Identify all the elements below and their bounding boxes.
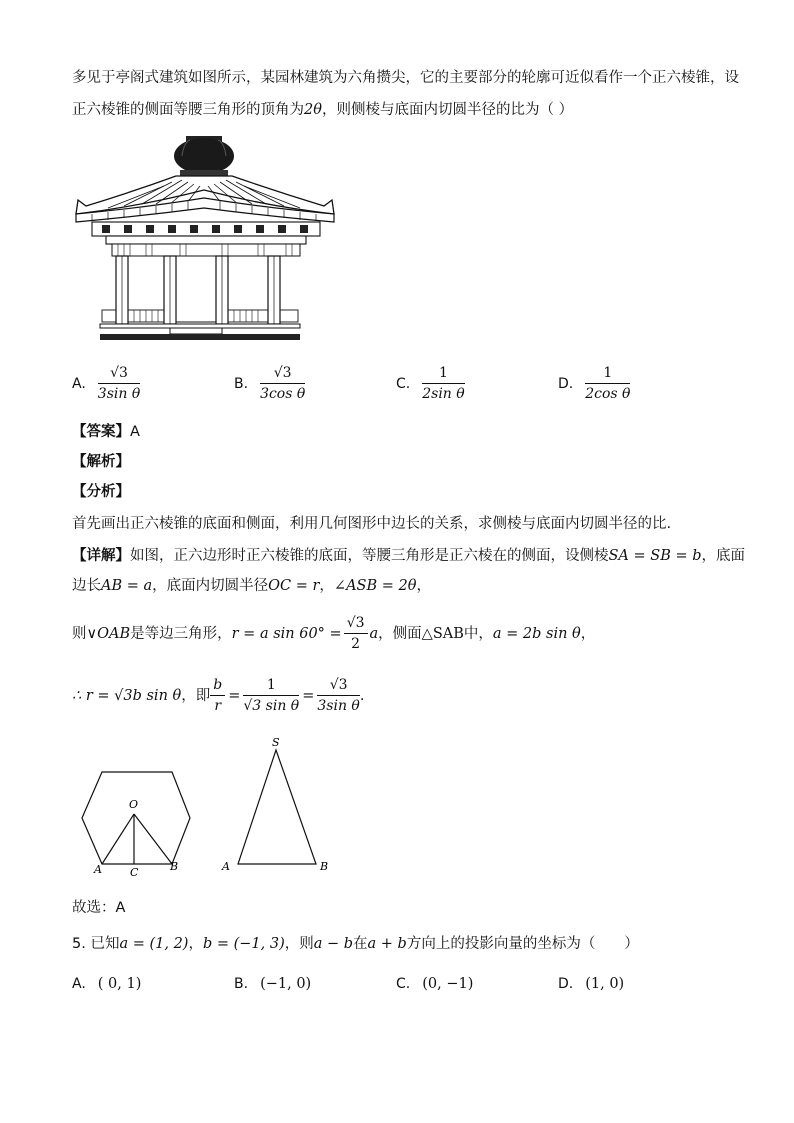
denominator: 3sin θ bbox=[97, 386, 141, 402]
detail-text: 如图，正六边形时正六棱锥的底面，等腰三角形是正六棱在的侧面，设侧棱 bbox=[130, 548, 609, 564]
label-a2: A bbox=[222, 860, 230, 873]
option-label: C. bbox=[396, 375, 411, 392]
option-value: (1, 0) bbox=[585, 976, 625, 992]
segment-ob bbox=[134, 814, 172, 864]
option-value: (0, −1) bbox=[422, 976, 474, 992]
question-text-end: ，则侧棱与底面内切圆半径的比为（ ） bbox=[321, 102, 574, 118]
question-line-2 bbox=[72, 100, 573, 120]
triangle-sab bbox=[238, 750, 316, 864]
option-label: C. bbox=[396, 976, 411, 992]
label-b2: B bbox=[320, 860, 329, 873]
option-d-fraction bbox=[585, 364, 630, 403]
equals-sign: = bbox=[228, 687, 241, 704]
detail-text: ， bbox=[416, 578, 431, 594]
option-label: B. bbox=[234, 375, 249, 392]
option-label: A. bbox=[72, 375, 86, 392]
math-expression: AB = a bbox=[101, 578, 153, 594]
vector-difference: a − b bbox=[313, 936, 354, 952]
answer-line bbox=[72, 422, 140, 442]
numerator: 1 bbox=[422, 364, 464, 384]
q5-option-c[interactable] bbox=[396, 976, 473, 992]
question-line-1: 多见于亭阁式建筑如图所示，某园林建筑为六角攒尖，它的主要部分的轮廓可近似看作一个正六棱锥，设 bbox=[72, 70, 739, 86]
detail-text: ， bbox=[580, 625, 596, 642]
hexagon-figure bbox=[72, 770, 202, 880]
triangle-figure bbox=[220, 734, 336, 874]
label-s: S bbox=[272, 736, 280, 749]
option-a[interactable] bbox=[72, 364, 140, 403]
pavilion-illustration bbox=[72, 134, 342, 342]
numerator: √3 bbox=[317, 676, 359, 696]
question-5 bbox=[72, 934, 639, 954]
detail-line-4 bbox=[72, 676, 364, 715]
option-c-fraction bbox=[422, 364, 464, 403]
numerator: √3 bbox=[344, 614, 368, 634]
denominator: 2sin θ bbox=[422, 386, 465, 402]
label-c: C bbox=[130, 866, 139, 879]
option-a-fraction bbox=[98, 364, 140, 403]
denominator: r bbox=[214, 698, 222, 714]
equals-sign: = bbox=[302, 687, 315, 704]
label-a: A bbox=[94, 863, 102, 876]
math-expression: a bbox=[369, 625, 379, 642]
denominator: 2 bbox=[351, 636, 361, 652]
question-text: 方向上的投影向量的坐标为（ ） bbox=[406, 936, 639, 952]
question-text: 已知 bbox=[90, 936, 120, 952]
angle-expression: 2θ bbox=[304, 102, 322, 118]
detail-text: 边长 bbox=[72, 578, 101, 594]
question-text: ， bbox=[188, 936, 203, 952]
option-label: B. bbox=[234, 976, 249, 992]
answer-tag: 【答案】 bbox=[72, 424, 130, 440]
detail-text: ， bbox=[319, 578, 334, 594]
option-label: D. bbox=[558, 976, 574, 992]
option-c[interactable] bbox=[396, 364, 465, 403]
detail-line-3 bbox=[72, 614, 595, 653]
vector-b: b = (−1, 3) bbox=[202, 936, 285, 952]
option-label: D. bbox=[558, 375, 574, 392]
denominator: √3 sin θ bbox=[243, 698, 300, 714]
question-text: 正六棱锥的侧面等腰三角形的顶角为 bbox=[72, 102, 304, 118]
numerator: 1 bbox=[243, 676, 299, 696]
option-label: A. bbox=[72, 976, 86, 992]
math-expression: ∴ r = √3b sin θ bbox=[72, 687, 182, 704]
vector-a: a = (1, 2) bbox=[119, 936, 189, 952]
option-d[interactable] bbox=[558, 364, 630, 403]
detail-line-2 bbox=[72, 576, 431, 596]
choice-line: 故选：A bbox=[72, 900, 126, 916]
denominator: 2cos θ bbox=[585, 386, 631, 402]
math-expression: ∨OAB bbox=[86, 625, 131, 642]
detail-line-1 bbox=[72, 546, 745, 566]
detail-text: ，底面内切圆半径 bbox=[152, 578, 269, 594]
answer-value: A bbox=[130, 424, 140, 440]
math-expression: a = 2b sin θ bbox=[492, 625, 581, 642]
detail-text: 则 bbox=[72, 625, 87, 642]
q5-option-d[interactable] bbox=[558, 976, 624, 992]
detail-text: ，底面 bbox=[701, 548, 746, 564]
math-expression: △SAB bbox=[421, 625, 464, 642]
option-value: ( 0, 1) bbox=[97, 976, 142, 992]
segment-oa bbox=[102, 814, 134, 864]
numerator: b bbox=[210, 676, 225, 696]
detail-text: 中， bbox=[463, 625, 493, 642]
question-text: 在 bbox=[353, 936, 368, 952]
period: . bbox=[359, 687, 365, 704]
detail-text: 是等边三角形， bbox=[130, 625, 232, 642]
numerator: √3 bbox=[260, 364, 305, 384]
label-o: O bbox=[129, 798, 139, 811]
detail-text: ，即 bbox=[181, 687, 211, 704]
denominator: 3cos θ bbox=[260, 386, 306, 402]
q5-option-b[interactable] bbox=[234, 976, 311, 992]
hexagon-shape bbox=[82, 772, 190, 864]
fenxi-text: 首先画出正六棱锥的底面和侧面，利用几何图形中边长的关系，求侧棱与底面内切圆半径的比. bbox=[72, 516, 672, 532]
q5-option-a[interactable] bbox=[72, 976, 141, 992]
analysis-tag: 【解析】 bbox=[72, 454, 130, 470]
math-expression: OC = r bbox=[268, 578, 320, 594]
detail-text: ，侧面 bbox=[378, 625, 422, 642]
vector-sum: a + b bbox=[367, 936, 407, 952]
detail-tag: 【详解】 bbox=[72, 548, 130, 564]
fenxi-tag: 【分析】 bbox=[72, 484, 130, 500]
numerator: √3 bbox=[98, 364, 140, 384]
sqrt3-over-2-fraction bbox=[344, 614, 368, 653]
question-text: ，则 bbox=[284, 936, 314, 952]
option-b[interactable] bbox=[234, 364, 305, 403]
b-over-r-fraction bbox=[210, 676, 225, 715]
denominator: 3sin θ bbox=[317, 698, 360, 714]
final-fraction bbox=[317, 676, 359, 715]
one-over-sqrt3-sin-fraction bbox=[243, 676, 299, 715]
option-b-fraction bbox=[260, 364, 305, 403]
math-expression: ∠ASB = 2θ bbox=[333, 578, 417, 594]
option-value: (−1, 0) bbox=[260, 976, 312, 992]
math-expression: r = a sin 60° = bbox=[231, 625, 342, 642]
label-b: B bbox=[170, 860, 179, 873]
math-expression: SA = SB = b bbox=[608, 548, 702, 564]
question-number: 5. bbox=[72, 936, 86, 952]
numerator: 1 bbox=[585, 364, 630, 384]
